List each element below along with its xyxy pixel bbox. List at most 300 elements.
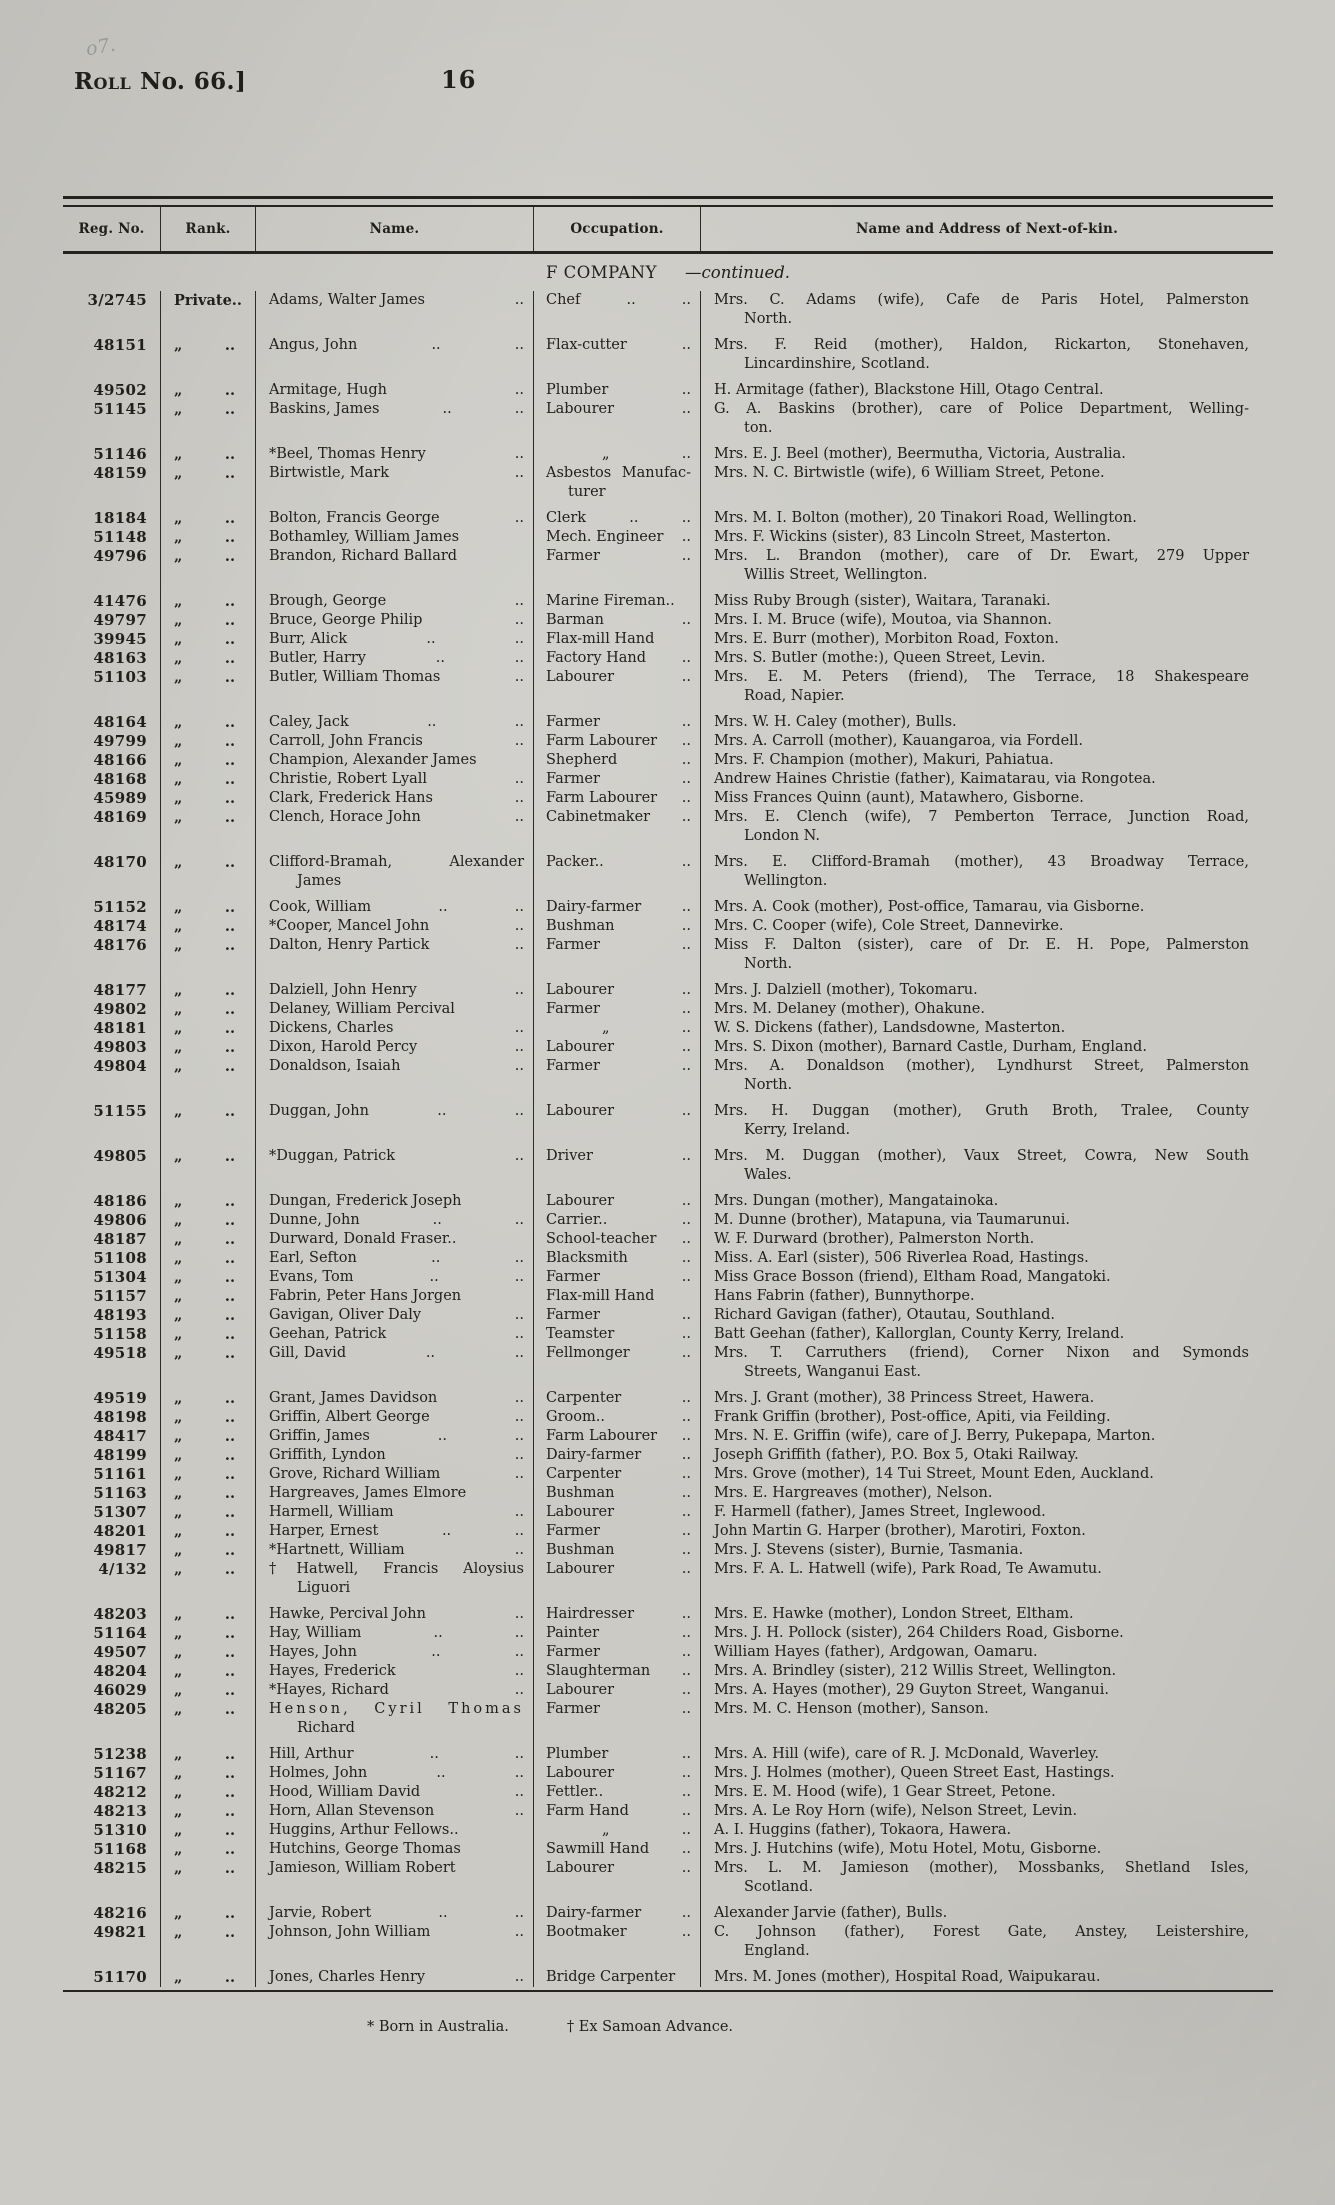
kin-line: W. S. Dickens (father), Landsdowne, Masterton. [714, 1020, 1066, 1036]
text-line [546, 1643, 691, 1662]
leader-dots: .. [438, 899, 448, 915]
name-cell [255, 1147, 533, 1192]
occupation-cell [533, 611, 700, 630]
cell-text: Labourer [546, 1682, 615, 1698]
occupation-cell [533, 1038, 700, 1057]
kin-line: C. Johnson (father), Forest Gate, Anstey, Leistershire, [714, 1924, 1249, 1940]
leader-dots: .. [681, 899, 691, 915]
occupation-cell [533, 1968, 700, 1987]
rank-cell [160, 1821, 255, 1840]
table-row [63, 1840, 1273, 1859]
cell-text: Duggan, John [269, 1103, 369, 1119]
occupation-cell [533, 1268, 700, 1287]
text-line [546, 1522, 691, 1541]
leader-dots: .. [514, 1020, 524, 1036]
next-of-kin-cell [700, 1681, 1273, 1700]
cell-text: Farmer [546, 1001, 600, 1017]
leader-dots: .. [514, 1765, 524, 1781]
reg-no-cell: 48166 [93, 751, 147, 769]
leader-dots: .. [514, 1269, 524, 1285]
text-line [269, 1427, 524, 1446]
name-cell [255, 853, 533, 898]
rank-value: „ [174, 669, 183, 686]
footnotes [0, 2018, 1155, 2037]
occupation-cell [533, 1344, 700, 1389]
leader-dots: .. [681, 1148, 691, 1164]
leader-dots: .. [681, 1231, 691, 1247]
table-row [63, 1560, 1273, 1605]
rank-cell [160, 1503, 255, 1522]
text-line [546, 1904, 691, 1923]
table-row [63, 1344, 1273, 1389]
next-of-kin-cell [700, 808, 1273, 853]
leader-dots: .. [681, 1212, 691, 1228]
rank-value: „ [174, 1039, 183, 1056]
cell-text: Donaldson, Isaiah [269, 1058, 401, 1074]
text-line [269, 770, 524, 789]
leader-dots: .. [224, 1193, 235, 1210]
rank-value: „ [174, 1644, 183, 1661]
table-row [63, 1192, 1273, 1211]
name-cell [255, 1019, 533, 1038]
leader-dots: .. [681, 1103, 691, 1119]
reg-no-cell: 49817 [93, 1541, 147, 1559]
text-line [269, 1783, 524, 1802]
table-row [63, 1147, 1273, 1192]
cell-text: Farm Labourer [546, 790, 658, 806]
name-cell [255, 1268, 533, 1287]
cell-text: Carroll, John Francis [269, 733, 423, 749]
next-of-kin-cell [700, 1968, 1273, 1987]
cell-text: Bushman [546, 918, 615, 934]
text-line [269, 381, 524, 400]
text-line [269, 611, 524, 630]
text-line [546, 1605, 691, 1624]
occupation-cell [533, 1681, 700, 1700]
leader-dots: .. [224, 1765, 235, 1782]
company-heading-continued: —continued. [685, 263, 791, 282]
reg-no-cell: 48159 [93, 464, 147, 482]
text-line [546, 1700, 691, 1719]
cell-text: Dungan, Frederick Joseph [269, 1193, 462, 1209]
leader-dots: .. [224, 1644, 235, 1661]
text-line [546, 291, 691, 310]
leader-dots: .. [681, 1784, 691, 1800]
cell-text: Flax-mill Hand [546, 1288, 655, 1304]
cell-text: *Beel, Thomas Henry [269, 446, 426, 462]
next-of-kin-cell [700, 936, 1273, 981]
text-line [269, 917, 524, 936]
leader-dots: .. [514, 593, 524, 609]
leader-dots: .. [681, 612, 691, 628]
next-of-kin-cell [700, 1605, 1273, 1624]
rank-cell [160, 1802, 255, 1821]
leader-dots: .. [224, 1905, 235, 1922]
name-cell [255, 611, 533, 630]
occupation-cell [533, 1503, 700, 1522]
rank-cell [160, 853, 255, 898]
rank-cell [160, 1624, 255, 1643]
name-cell [255, 1325, 533, 1344]
table-row [63, 981, 1273, 1000]
leader-dots: .. [681, 714, 691, 730]
occupation-cell [533, 981, 700, 1000]
reg-no-cell: 48213 [93, 1802, 147, 1820]
reg-no-cell: 49804 [93, 1057, 147, 1075]
leader-dots: .. [514, 1390, 524, 1406]
next-of-kin-cell [700, 1446, 1273, 1465]
cell-text: Dairy-farmer [546, 899, 642, 915]
footnote-ex-samoan-advance: † Ex Samoan Advance. [566, 2019, 734, 2035]
leader-dots: .. [224, 1924, 235, 1941]
leader-dots: .. [224, 1803, 235, 1820]
leader-dots: .. [681, 510, 691, 526]
rank-cell [160, 1019, 255, 1038]
occupation-cell [533, 649, 700, 668]
rank-cell [160, 1764, 255, 1783]
name-cell [255, 1211, 533, 1230]
occupation-cell [533, 1904, 700, 1923]
text-line [269, 1681, 524, 1700]
text-line [269, 1230, 524, 1249]
reg-no-cell: 51168 [93, 1840, 147, 1858]
text-line [546, 1541, 691, 1560]
cell-text: „ [602, 446, 610, 462]
page-number: 16 [441, 65, 477, 94]
rank-value: Private [174, 292, 232, 309]
leader-dots: .. [681, 1193, 691, 1209]
rank-value: „ [174, 529, 183, 546]
reg-no-cell: 48186 [93, 1192, 147, 1210]
roll-word: Roll [74, 68, 132, 95]
kin-line: Mrs. E. J. Beel (mother), Beermutha, Victoria, Australia. [714, 446, 1126, 462]
cell-text: Champion, Alexander James [269, 752, 477, 768]
leader-dots: .. [514, 1250, 524, 1266]
text-line [269, 1662, 524, 1681]
next-of-kin-cell [700, 668, 1273, 713]
cell-text: Jones, Charles Henry [269, 1969, 426, 1985]
text-line [546, 1662, 691, 1681]
leader-dots: .. [681, 1860, 691, 1876]
cell-text: Groom.. [546, 1409, 605, 1425]
text-line [546, 547, 691, 566]
leader-dots: .. [224, 446, 235, 463]
leader-dots: .. [224, 771, 235, 788]
cell-text: Griffith, Lyndon [269, 1447, 386, 1463]
table-row [63, 1211, 1273, 1230]
reg-no-cell: 41476 [93, 592, 147, 610]
kin-line: Alexander Jarvie (father), Bulls. [714, 1905, 948, 1921]
leader-dots: .. [681, 1606, 691, 1622]
cell-text: Geehan, Patrick [269, 1326, 387, 1342]
rank-cell [160, 1102, 255, 1147]
leader-dots: .. [681, 771, 691, 787]
kin-line: Streets, Wanganui East. [744, 1364, 921, 1380]
rank-cell [160, 898, 255, 917]
occupation-cell [533, 732, 700, 751]
cell-text: Teamster [546, 1326, 615, 1342]
occupation-cell [533, 1000, 700, 1019]
text-line [546, 592, 691, 611]
text-line [269, 1465, 524, 1484]
kin-line: Mrs. L. M. Jamieson (mother), Mossbanks, Shetland Isles, [714, 1860, 1249, 1876]
text-line [269, 464, 524, 483]
rank-cell [160, 1840, 255, 1859]
rank-cell [160, 1230, 255, 1249]
kin-line: Mrs. A. Hayes (mother), 29 Guyton Street, Wanganui. [714, 1682, 1109, 1698]
name-cell [255, 1560, 533, 1605]
name-cell [255, 1923, 533, 1968]
reg-no-cell: 49796 [93, 547, 147, 565]
reg-no-cell: 45989 [93, 789, 147, 807]
leader-dots: .. [514, 1746, 524, 1762]
text-line [269, 1147, 524, 1166]
reg-no-cell: 48168 [93, 770, 147, 788]
occupation-cell [533, 464, 700, 509]
leader-dots: .. [224, 982, 235, 999]
name-cell [255, 592, 533, 611]
leader-dots: .. [431, 337, 441, 353]
cell-text: Labourer [546, 1103, 615, 1119]
leader-dots: .. [436, 1765, 446, 1781]
cell-text: Plumber [546, 382, 609, 398]
kin-line: H. Armitage (father), Blackstone Hill, Otago Central. [714, 382, 1104, 398]
cell-text: Farm Labourer [546, 1428, 658, 1444]
name-cell [255, 1802, 533, 1821]
rank-value: „ [174, 1345, 183, 1362]
text-line [269, 336, 524, 355]
leader-dots: .. [514, 1606, 524, 1622]
next-of-kin-cell [700, 1904, 1273, 1923]
reg-no-cell: 51307 [93, 1503, 147, 1521]
text-line [269, 630, 524, 649]
text-line [269, 751, 524, 770]
kin-line: Mrs. E. M. Hood (wife), 1 Gear Street, Petone. [714, 1784, 1056, 1800]
cell-text: Cook, William [269, 899, 372, 915]
kin-line: Mrs. J. Dalziell (mother), Tokomaru. [714, 982, 978, 998]
cell-text: Labourer [546, 669, 615, 685]
table-row [63, 1923, 1273, 1968]
rank-value: „ [174, 752, 183, 769]
occupation-cell [533, 1541, 700, 1560]
table-row [63, 1057, 1273, 1102]
kin-line: Mrs. A. Carroll (mother), Kauangaroa, via Fordell. [714, 733, 1084, 749]
leader-dots: .. [429, 1746, 439, 1762]
rank-value: „ [174, 771, 183, 788]
kin-line: A. I. Huggins (father), Tokaora, Hawera. [714, 1822, 1012, 1838]
reg-no-cell: 48187 [93, 1230, 147, 1248]
reg-no-cell: 49803 [93, 1038, 147, 1056]
table-row [63, 528, 1273, 547]
next-of-kin-cell [700, 464, 1273, 509]
roll-table [63, 196, 1273, 1992]
name-cell [255, 1745, 533, 1764]
cell-text: Griffin, Albert George [269, 1409, 430, 1425]
column-header-occupation: Occupation. [533, 207, 700, 251]
leader-dots: .. [514, 790, 524, 806]
kin-line: Miss Ruby Brough (sister), Waitara, Taranaki. [714, 593, 1051, 609]
text-line [269, 445, 524, 464]
rank-value: „ [174, 1924, 183, 1941]
leader-dots: .. [681, 669, 691, 685]
rank-value: „ [174, 1466, 183, 1483]
table-row [63, 898, 1273, 917]
occupation-cell [533, 291, 700, 336]
kin-line: Mrs. J. H. Pollock (sister), 264 Childers Road, Gisborne. [714, 1625, 1124, 1641]
leader-dots: .. [224, 650, 235, 667]
text-line [269, 1904, 524, 1923]
leader-dots: .. [224, 1625, 235, 1642]
reg-no-cell: 51163 [93, 1484, 147, 1502]
table-row [63, 1605, 1273, 1624]
rank-cell [160, 381, 255, 400]
kin-line: Mrs. E. Hargreaves (mother), Nelson. [714, 1485, 993, 1501]
leader-dots: .. [681, 809, 691, 825]
table-row [63, 1465, 1273, 1484]
text-line [269, 1057, 524, 1076]
cell-text: Hayes, Frederick [269, 1663, 396, 1679]
text-line [269, 1408, 524, 1427]
cell-text: Flax-mill Hand [546, 631, 655, 647]
leader-dots: .. [514, 1212, 524, 1228]
kin-line: Mrs. F. A. L. Hatwell (wife), Park Road, Te Awamutu. [714, 1561, 1102, 1577]
text-line [269, 936, 524, 955]
text-line [546, 1230, 691, 1249]
occupation-cell [533, 1057, 700, 1102]
text-line [269, 1211, 524, 1230]
kin-line: Mrs. C. Cooper (wife), Cole Street, Dannevirke. [714, 918, 1064, 934]
name-cell [255, 1306, 533, 1325]
next-of-kin-cell [700, 509, 1273, 528]
next-of-kin-cell [700, 1427, 1273, 1446]
table-row [63, 808, 1273, 853]
reg-no-cell: 51152 [93, 898, 147, 916]
reg-no-cell: 49519 [93, 1389, 147, 1407]
leader-dots: .. [224, 1307, 235, 1324]
text-line [269, 732, 524, 751]
rank-cell [160, 445, 255, 464]
leader-dots: .. [681, 752, 691, 768]
table-top-rule [63, 196, 1273, 207]
kin-line: Mrs. J. Grant (mother), 38 Princess Street, Hawera. [714, 1390, 1095, 1406]
next-of-kin-cell [700, 1745, 1273, 1764]
text-line [269, 1643, 524, 1662]
name-cell [255, 936, 533, 981]
rank-cell [160, 1484, 255, 1503]
next-of-kin-cell [700, 630, 1273, 649]
cell-text: Hayes, John [269, 1644, 357, 1660]
name-cell [255, 1465, 533, 1484]
leader-dots: .. [681, 382, 691, 398]
next-of-kin-cell [700, 1541, 1273, 1560]
rank-value: „ [174, 1504, 183, 1521]
leader-dots: .. [514, 1682, 524, 1698]
text-line [546, 1783, 691, 1802]
table-row [63, 1968, 1273, 1987]
reg-no-cell: 39945 [93, 630, 147, 648]
cell-text: *Hayes, Richard [269, 1682, 389, 1698]
occupation-cell [533, 808, 700, 853]
cell-text: Farmer [546, 548, 600, 564]
text-line [546, 853, 691, 872]
kin-line: North. [744, 311, 793, 327]
text-line [546, 1821, 691, 1840]
leader-dots: .. [224, 1561, 235, 1578]
leader-dots: .. [224, 752, 235, 769]
cell-text: Earl, Sefton [269, 1250, 357, 1266]
leader-dots: .. [681, 1765, 691, 1781]
kin-line: Mrs. N. C. Birtwistle (wife), 6 William Street, Petone. [714, 465, 1105, 481]
table-row [63, 1859, 1273, 1904]
cell-text: Hill, Arthur [269, 1746, 354, 1762]
name-cell [255, 1249, 533, 1268]
leader-dots: .. [224, 1466, 235, 1483]
leader-dots: .. [224, 1326, 235, 1343]
kin-line: Richard Gavigan (father), Otautau, Southland. [714, 1307, 1056, 1323]
cell-text-cont: James [297, 873, 342, 889]
occupation-cell [533, 1764, 700, 1783]
text-line [546, 1000, 691, 1019]
occupation-cell [533, 1605, 700, 1624]
leader-dots: .. [224, 465, 235, 482]
next-of-kin-cell [700, 291, 1273, 336]
next-of-kin-cell [700, 1484, 1273, 1503]
table-row [63, 1102, 1273, 1147]
occupation-cell [533, 445, 700, 464]
rank-cell [160, 336, 255, 381]
leader-dots: .. [681, 1924, 691, 1940]
name-cell [255, 1344, 533, 1389]
leader-dots: .. [681, 1447, 691, 1463]
kin-line: Mrs. F. Champion (mother), Makuri, Pahiatua. [714, 752, 1054, 768]
leader-dots: .. [514, 733, 524, 749]
cell-text: Gavigan, Oliver Daly [269, 1307, 422, 1323]
rank-cell [160, 291, 255, 336]
rank-value: „ [174, 1969, 183, 1986]
leader-dots: .. [224, 918, 235, 935]
occupation-cell [533, 668, 700, 713]
kin-line: Miss. A. Earl (sister), 506 Riverlea Road, Hastings. [714, 1250, 1089, 1266]
leader-dots: .. [426, 631, 436, 647]
cell-text: Bushman [546, 1485, 615, 1501]
table-row [63, 1427, 1273, 1446]
rank-cell [160, 981, 255, 1000]
occupation-cell [533, 1427, 700, 1446]
leader-dots: .. [514, 1905, 524, 1921]
leader-dots: .. [681, 1485, 691, 1501]
rank-cell [160, 808, 255, 853]
reg-no-cell: 48216 [93, 1904, 147, 1922]
name-cell [255, 1000, 533, 1019]
text-line [546, 1859, 691, 1878]
cell-text: Labourer [546, 401, 615, 417]
name-cell [255, 400, 533, 445]
cell-text: Christie, Robert Lyall [269, 771, 428, 787]
kin-line: John Martin G. Harper (brother), Marotiri, Foxton. [714, 1523, 1086, 1539]
occupation-cell [533, 1147, 700, 1192]
name-cell [255, 1522, 533, 1541]
reg-no-cell: 51167 [93, 1764, 147, 1782]
kin-line: M. Dunne (brother), Matapuna, via Taumarunui. [714, 1212, 1071, 1228]
next-of-kin-cell [700, 853, 1273, 898]
rank-value: „ [174, 1269, 183, 1286]
cell-text-cont: turer [568, 484, 606, 500]
leader-dots: .. [514, 1447, 524, 1463]
text-line [269, 1192, 524, 1211]
kin-line: Lincardinshire, Scotland. [744, 356, 930, 372]
text-line [546, 1344, 691, 1363]
cell-text: Farmer [546, 937, 600, 953]
